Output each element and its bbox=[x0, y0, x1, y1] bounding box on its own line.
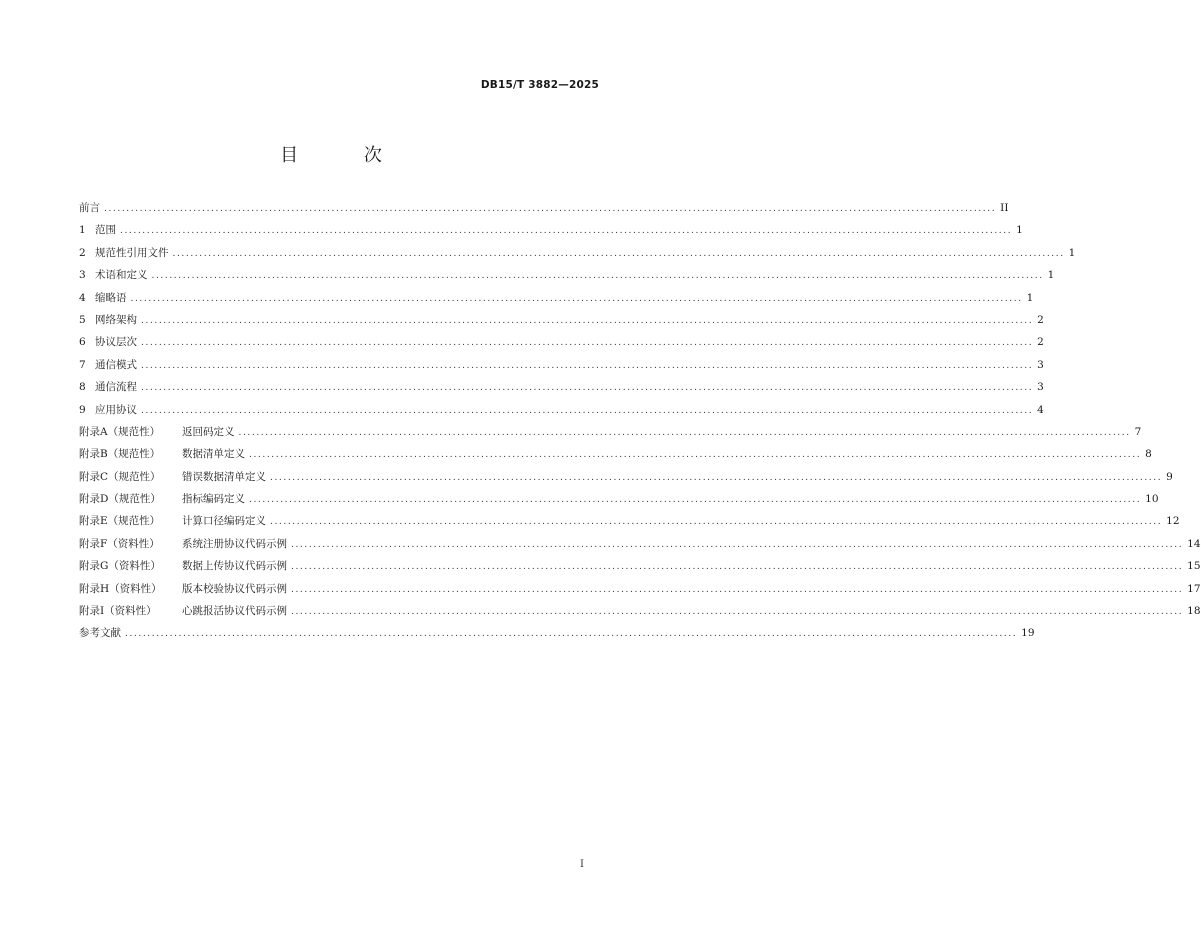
toc-entry[interactable] bbox=[79, 603, 1201, 625]
toc-entry-title bbox=[79, 625, 121, 641]
toc-entry-title bbox=[95, 290, 127, 306]
toc-page-number: 2 bbox=[1037, 336, 1044, 349]
toc-leader-dots: ........................................................................................................................................................................................................ bbox=[291, 562, 1184, 573]
toc-entry[interactable] bbox=[79, 491, 1159, 513]
toc-entry[interactable] bbox=[79, 379, 1044, 401]
toc-entry-title bbox=[79, 469, 266, 485]
toc-entry-title bbox=[79, 491, 245, 507]
toc-entry-label: 系统注册协议代码示例 bbox=[182, 537, 287, 550]
toc-leader-dots: ........................................................................................................................................................................................................ bbox=[141, 338, 1034, 349]
toc-entry-label: 规范性引用文件 bbox=[95, 246, 169, 259]
toc-entry-label: 应用协议 bbox=[95, 403, 137, 416]
toc-page-number: II bbox=[1000, 202, 1009, 214]
toc-entry-label: 返回码定义 bbox=[182, 425, 235, 438]
toc-entry-number: 3 bbox=[79, 269, 86, 282]
toc-page-number: 1 bbox=[1068, 246, 1076, 259]
page-title: 目 次 bbox=[280, 145, 412, 166]
toc-entry-title bbox=[79, 536, 287, 552]
toc-entry-label: 通信模式 bbox=[95, 358, 137, 371]
toc-page-number: 18 bbox=[1187, 605, 1201, 618]
toc-entry-number: 2 bbox=[79, 246, 86, 259]
toc-entry[interactable] bbox=[79, 536, 1201, 558]
toc-entry[interactable] bbox=[79, 625, 1035, 647]
toc-page-number: 7 bbox=[1134, 425, 1142, 438]
toc-entry-title bbox=[95, 402, 137, 418]
toc-page-number: 2 bbox=[1037, 313, 1044, 326]
toc-leader-dots: ........................................................................................................................................................................................................ bbox=[291, 607, 1184, 618]
toc-leader-dots: ........................................................................................................................................................................................................ bbox=[104, 204, 997, 214]
toc-entry-number: 5 bbox=[79, 313, 86, 326]
toc-entry[interactable] bbox=[79, 290, 1034, 312]
toc-page-number: 1 bbox=[1026, 291, 1034, 304]
toc-entry-number: 9 bbox=[79, 403, 86, 416]
toc-entry-title bbox=[95, 379, 137, 395]
toc-leader-dots: ........................................................................................................................................................................................................ bbox=[238, 427, 1131, 438]
toc-page-number: 10 bbox=[1145, 493, 1159, 506]
toc-annex-designation: 附录H（资料性） bbox=[79, 582, 162, 595]
toc-leader-dots: ........................................................................................................................................................................................................ bbox=[172, 248, 1065, 259]
toc-page-number: 15 bbox=[1187, 560, 1201, 573]
toc-entry-title bbox=[95, 357, 137, 373]
toc-entry[interactable] bbox=[79, 558, 1201, 580]
toc-annex-designation: 附录D（规范性） bbox=[79, 493, 161, 506]
toc-leader-dots: ........................................................................................................................................................................................................ bbox=[249, 450, 1142, 461]
toc-entry-label: 计算口径编码定义 bbox=[182, 515, 266, 528]
toc-annex-designation: 附录C（规范性） bbox=[79, 470, 161, 483]
toc-page-number: 8 bbox=[1145, 448, 1152, 461]
toc-entry[interactable] bbox=[79, 469, 1173, 491]
toc-entry[interactable] bbox=[79, 267, 1055, 289]
toc-entry-title bbox=[79, 513, 266, 529]
toc-entry[interactable] bbox=[79, 402, 1044, 424]
toc-entry[interactable] bbox=[79, 200, 1009, 222]
toc-entry-title bbox=[79, 424, 235, 440]
page-number: I bbox=[580, 859, 584, 870]
toc-entry-title bbox=[79, 581, 287, 597]
toc-entry-label: 网络架构 bbox=[95, 313, 137, 326]
toc-entry[interactable] bbox=[79, 581, 1201, 603]
document-code: DB15/T 3882—2025 bbox=[480, 79, 599, 91]
toc-page-number: 3 bbox=[1037, 358, 1044, 371]
toc-entry[interactable] bbox=[79, 357, 1044, 379]
toc-page-number: 17 bbox=[1187, 582, 1201, 595]
toc-page-number: 1 bbox=[1016, 224, 1023, 237]
toc-entry-title bbox=[95, 222, 116, 238]
toc-entry-label: 版本校验协议代码示例 bbox=[182, 582, 287, 595]
toc-entry-label: 缩略语 bbox=[95, 291, 127, 304]
toc-entry-title bbox=[79, 446, 245, 462]
toc-leader-dots: ........................................................................................................................................................................................................ bbox=[270, 472, 1163, 483]
toc-entry-title bbox=[95, 312, 137, 328]
toc-entry-title bbox=[79, 200, 100, 216]
toc-entry-label: 数据清单定义 bbox=[182, 448, 245, 461]
toc-entry-title bbox=[95, 245, 169, 261]
toc-annex-designation: 附录F（资料性） bbox=[79, 537, 160, 550]
toc-entry[interactable] bbox=[79, 424, 1142, 446]
toc-entry-number: 6 bbox=[79, 336, 86, 349]
toc-page-number: 4 bbox=[1037, 403, 1044, 416]
toc-entry-title bbox=[95, 267, 148, 283]
toc-page-number: 12 bbox=[1166, 515, 1180, 528]
toc-leader-dots: ........................................................................................................................................................................................................ bbox=[130, 293, 1023, 304]
toc-leader-dots: ........................................................................................................................................................................................................ bbox=[120, 226, 1013, 237]
toc-entry-label: 数据上传协议代码示例 bbox=[182, 560, 287, 573]
toc-leader-dots: ........................................................................................................................................................................................................ bbox=[270, 517, 1163, 528]
toc-page-number: 14 bbox=[1187, 537, 1201, 550]
toc-entry-label: 范围 bbox=[95, 224, 116, 237]
table-of-contents bbox=[79, 200, 1201, 648]
toc-page-number: 3 bbox=[1037, 381, 1044, 394]
toc-page-number: 9 bbox=[1166, 470, 1173, 483]
toc-entry[interactable] bbox=[79, 222, 1023, 244]
toc-entry[interactable] bbox=[79, 513, 1180, 535]
toc-entry[interactable] bbox=[79, 312, 1044, 334]
toc-page-number: 1 bbox=[1047, 269, 1055, 282]
toc-entry-number: 4 bbox=[79, 291, 86, 304]
toc-entry-title bbox=[79, 558, 287, 574]
toc-entry-label: 参考文献 bbox=[79, 627, 121, 640]
toc-leader-dots: ........................................................................................................................................................................................................ bbox=[291, 584, 1184, 595]
toc-annex-designation: 附录I（资料性） bbox=[79, 605, 157, 618]
toc-leader-dots: ........................................................................................................................................................................................................ bbox=[125, 629, 1018, 640]
toc-entry-title bbox=[79, 603, 287, 619]
toc-leader-dots: ........................................................................................................................................................................................................ bbox=[141, 315, 1034, 326]
toc-leader-dots: ........................................................................................................................................................................................................ bbox=[249, 495, 1142, 506]
toc-leader-dots: ........................................................................................................................................................................................................ bbox=[141, 405, 1034, 416]
toc-page-number: 19 bbox=[1021, 627, 1035, 640]
toc-leader-dots: ........................................................................................................................................................................................................ bbox=[151, 271, 1044, 282]
toc-entry-label: 错误数据清单定义 bbox=[182, 470, 266, 483]
toc-entry[interactable] bbox=[79, 446, 1152, 468]
toc-entry-label: 术语和定义 bbox=[95, 269, 148, 282]
toc-entry-label: 协议层次 bbox=[95, 336, 137, 349]
toc-annex-designation: 附录E（规范性） bbox=[79, 515, 161, 528]
toc-entry[interactable] bbox=[79, 334, 1044, 356]
toc-entry[interactable] bbox=[79, 245, 1076, 267]
toc-leader-dots: ........................................................................................................................................................................................................ bbox=[141, 383, 1034, 394]
toc-entry-number: 7 bbox=[79, 358, 86, 371]
toc-entry-number: 8 bbox=[79, 381, 86, 394]
toc-annex-designation: 附录B（规范性） bbox=[79, 448, 161, 461]
toc-leader-dots: ........................................................................................................................................................................................................ bbox=[291, 539, 1184, 550]
toc-annex-designation: 附录A（规范性） bbox=[79, 425, 161, 438]
toc-entry-label: 指标编码定义 bbox=[182, 493, 245, 506]
toc-leader-dots: ........................................................................................................................................................................................................ bbox=[141, 360, 1034, 371]
toc-entry-label: 前言 bbox=[79, 202, 100, 214]
toc-annex-designation: 附录G（资料性） bbox=[79, 560, 161, 573]
toc-entry-label: 通信流程 bbox=[95, 381, 137, 394]
toc-entry-label: 心跳报活协议代码示例 bbox=[182, 605, 287, 618]
toc-entry-number: 1 bbox=[79, 224, 86, 237]
toc-entry-title bbox=[95, 334, 137, 350]
